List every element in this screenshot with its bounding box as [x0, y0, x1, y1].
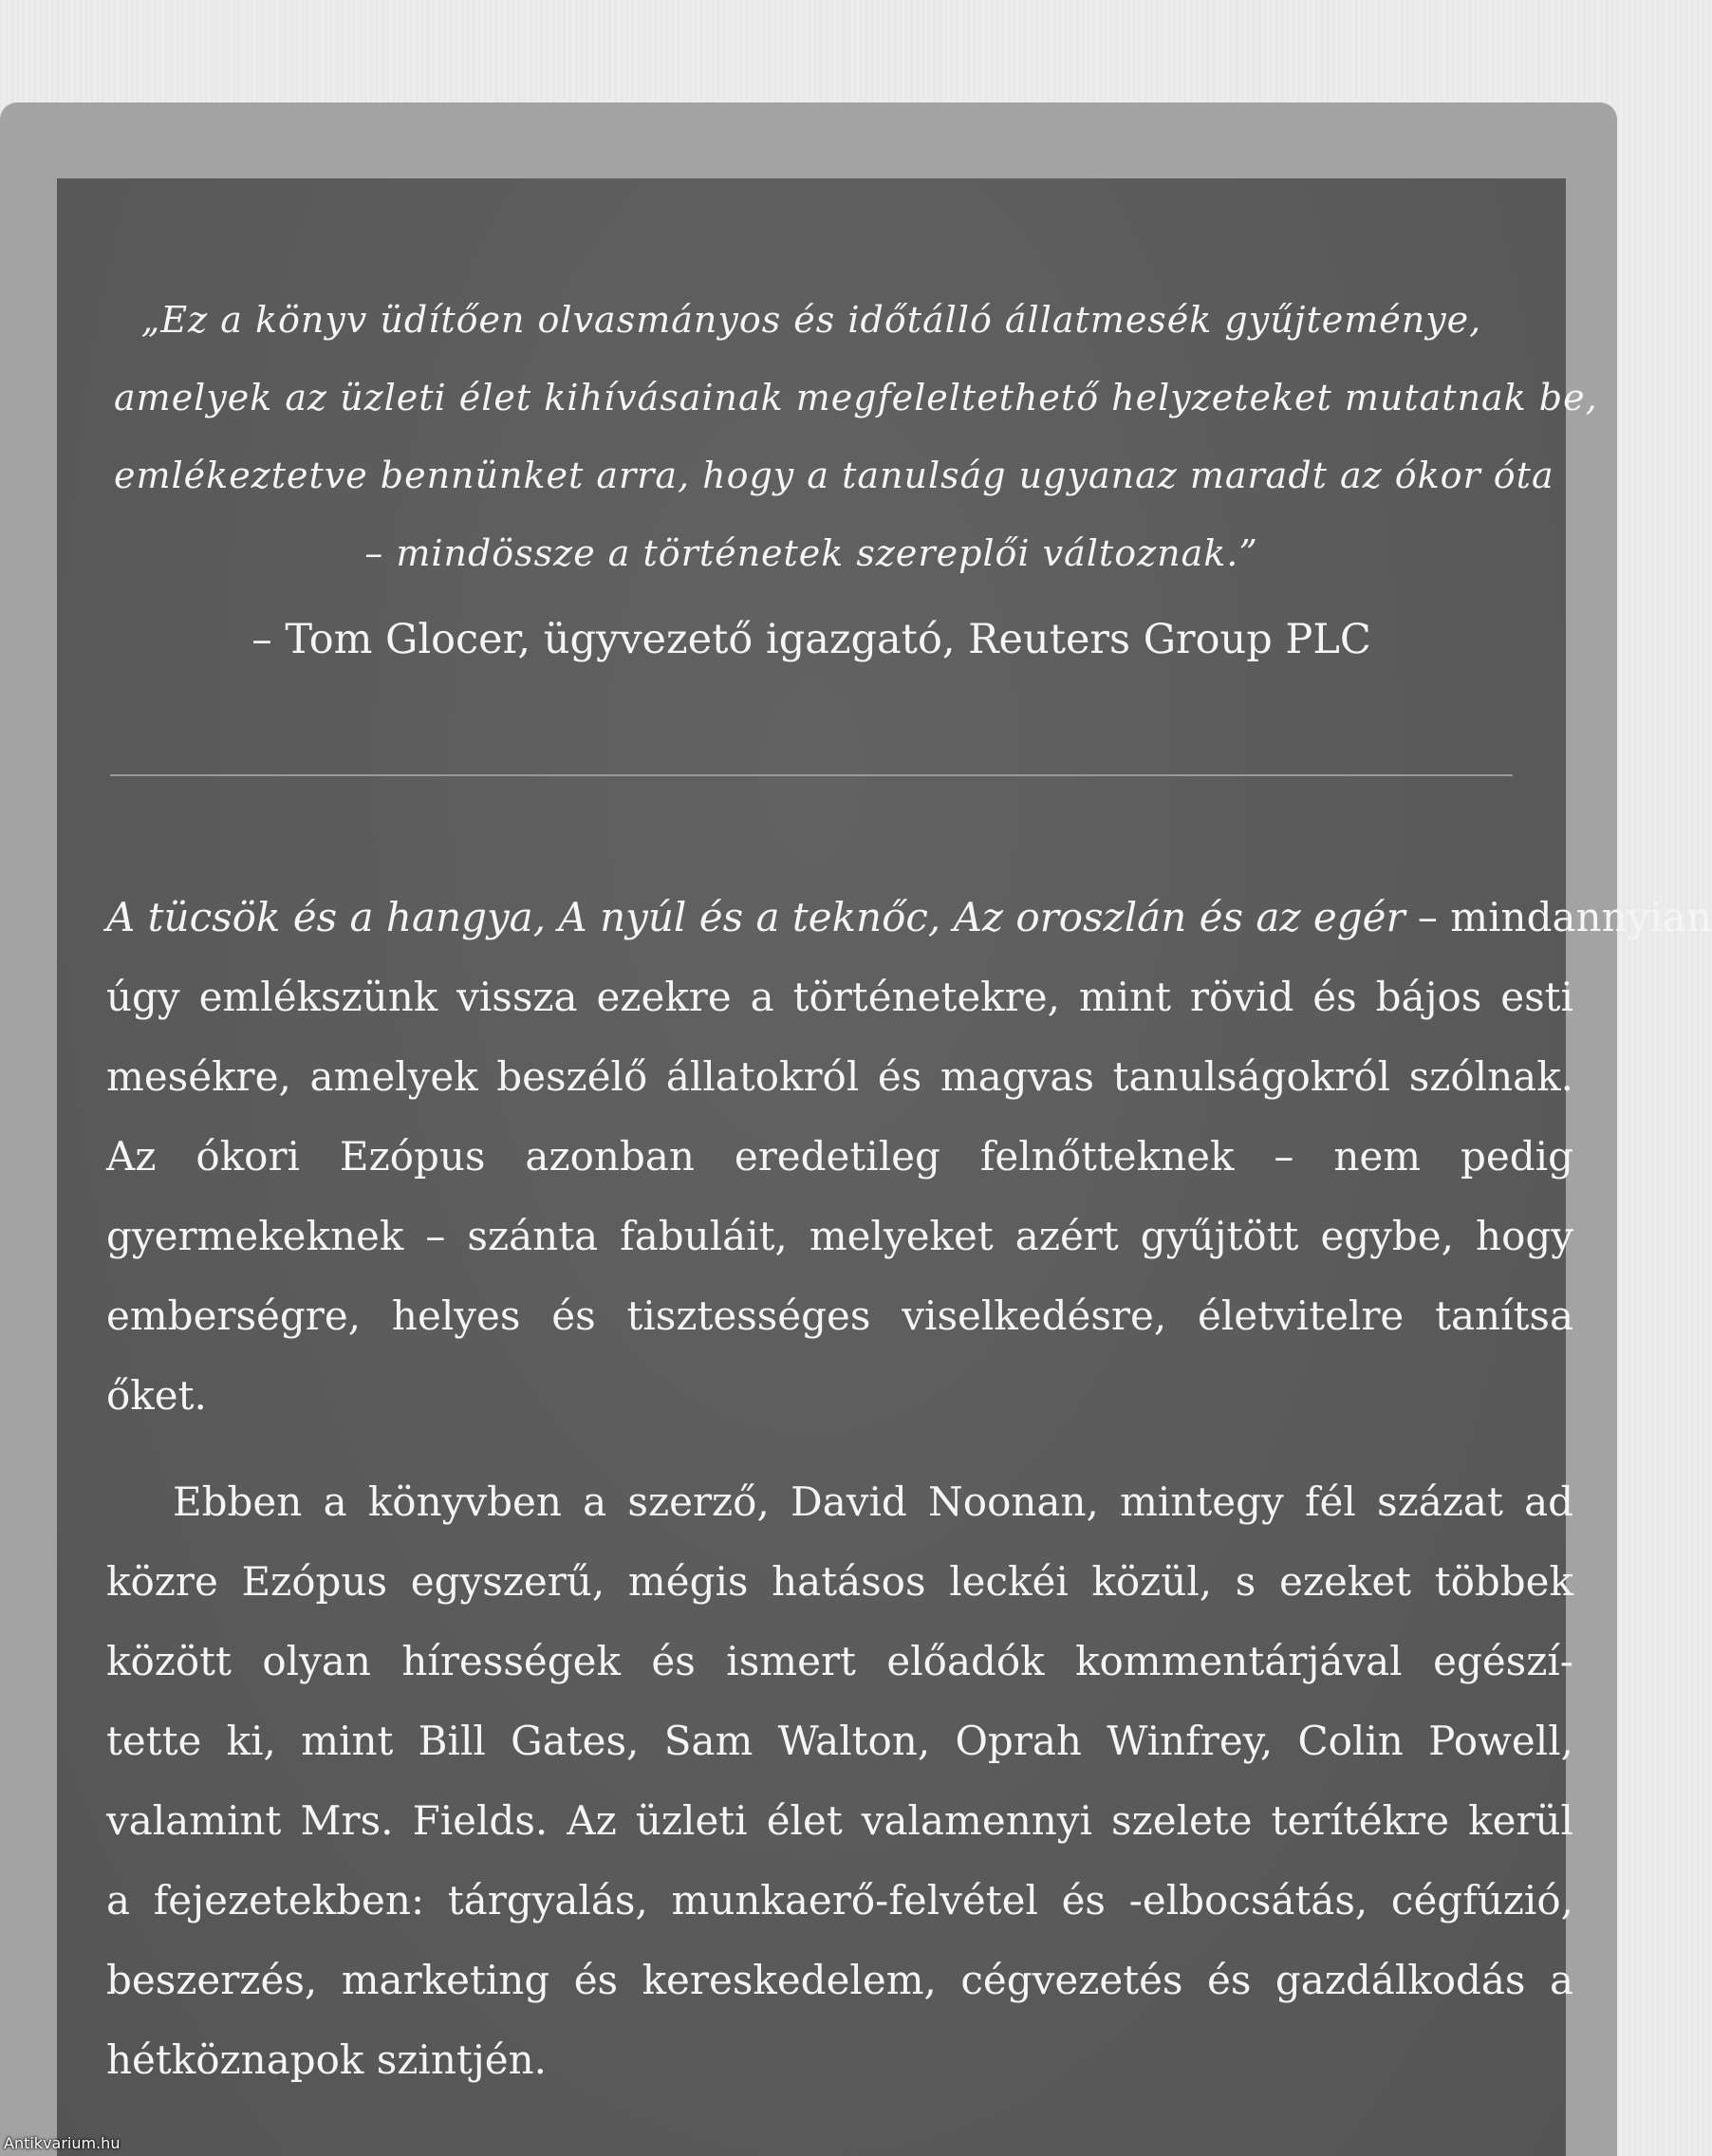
text-line: beszerzés, marketing és kereskedelem, cégvezetés és gazdálkodás a	[106, 1957, 1573, 2003]
blurb-quote	[114, 281, 1598, 592]
text-line: Az ókori Ezópus azonban eredetileg felnőtteknek – nem pedig	[106, 1133, 1573, 1180]
quote-line: – mindössze a történetek szereplői változnak.”	[364, 532, 1258, 574]
watermark-text: Antikvarium.hu	[4, 2134, 121, 2152]
text-line: úgy emlékszünk vissza ezekre a történetekre, mint rövid és bájos esti	[106, 974, 1573, 1020]
quote-line: „Ez a könyv üdítően olvasmányos és időtálló állatmesék gyűjteménye,	[140, 299, 1482, 341]
quote-line: emlékeztetve bennünket arra, hogy a tanulság ugyanaz maradt az ókor óta	[114, 455, 1554, 496]
text-line: hétköznapok szintjén.	[106, 2036, 548, 2083]
paragraph-1	[106, 878, 1712, 1436]
quote-line: amelyek az üzleti élet kihívásainak megfeleltethető helyzeteket mutatnak be,	[114, 377, 1598, 418]
text-line: közre Ezópus egyszerű, mégis hatásos leckéi közül, s ezeket többek	[106, 1558, 1573, 1605]
text-line: Ebben a könyvben a szerző, David Noonan, mintegy fél százat ad	[173, 1478, 1573, 1525]
back-cover-panel	[57, 178, 1712, 2156]
text-line	[106, 878, 1712, 957]
quote-attribution: – Tom Glocer, ügyvezető igazgató, Reuters Group PLC	[251, 616, 1371, 663]
text-line: emberségre, helyes és tisztességes viselkedésre, életvitelre tanítsa	[106, 1292, 1573, 1339]
text-line: mesékre, amelyek beszélő állatokról és magvas tanulságokról szólnak.	[106, 1053, 1573, 1100]
description-text	[106, 878, 1712, 2100]
text-line: között olyan hírességek és ismert előadók kommentárjával egészí-	[106, 1638, 1573, 1684]
text-line: gyermekeknek – szánta fabuláit, melyeket azért gyűjtött egybe, hogy	[106, 1213, 1573, 1259]
text-line: valamint Mrs. Fields. Az üzleti élet valamennyi szelete terítékre kerül	[106, 1797, 1573, 1844]
divider-rule	[110, 774, 1513, 776]
text-line: őket.	[106, 1372, 207, 1419]
text-line-rest: – mindannyian	[1405, 894, 1712, 940]
paragraph-2	[106, 1462, 1573, 2100]
text-line: a fejezetekben: tárgyalás, munkaerő-felvétel és -elbocsátás, cégfúzió,	[106, 1877, 1573, 1924]
fable-titles: A tücsök és a hangya, A nyúl és a teknőc, Az oroszlán és az egér	[106, 894, 1405, 940]
text-line: tette ki, mint Bill Gates, Sam Walton, Oprah Winfrey, Colin Powell,	[106, 1718, 1573, 1764]
